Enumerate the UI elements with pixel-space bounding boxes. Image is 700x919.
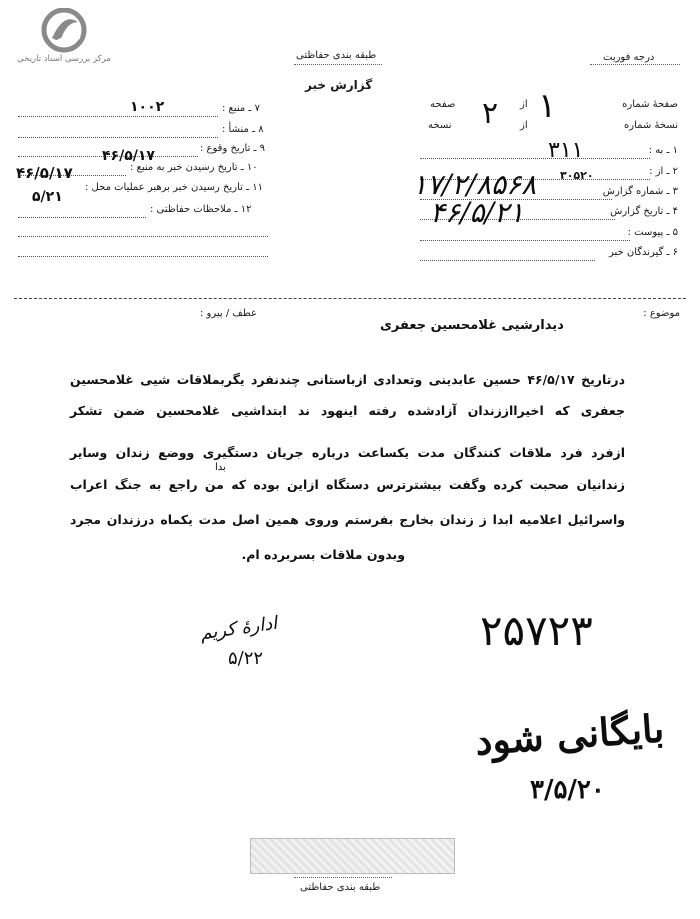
footer-line	[294, 877, 392, 878]
received-hq-date-value: ۴۶/۵/۱۷	[16, 164, 73, 182]
blank-line-2	[18, 256, 268, 257]
remarks-line	[18, 217, 146, 218]
received-hq-sub-value: ۵/۲۱	[32, 189, 63, 205]
page-tail-label: صفحه	[430, 99, 456, 110]
body-line-2: جعفری که اخیرااززندان آزادشده رفته اینهود ند ابتداشیی غلامحسین ضمن تشکر	[70, 403, 625, 418]
ref-label: عطف / پیرو :	[200, 308, 257, 319]
serial-number-hand: ۲۵۷۲۳	[480, 606, 593, 655]
archive-logo	[8, 8, 118, 70]
body-line-3: ازفرد فرد ملاقات کنندگان مدت یکساعت درباره جریان دستگیری ووضع زندان وسایر	[70, 445, 625, 460]
hand-page-number: ۱	[538, 86, 557, 126]
classification-top-line	[294, 64, 382, 65]
source-line	[18, 116, 218, 117]
report-date-label: ۴ ـ تاریخ گزارش	[610, 206, 678, 217]
subject-label: موضوع :	[643, 308, 680, 319]
blank-line-1	[18, 236, 268, 237]
page-number-label: صفحهٔ شماره	[622, 99, 678, 110]
origin-label: ۸ ـ منشأ :	[222, 124, 264, 135]
hand-report-date: ۴۶/۵/۲۱	[430, 196, 525, 229]
doc-type-title: گزارش خبر	[305, 78, 373, 92]
report-number-label: ۳ ـ شماره گزارش	[602, 186, 678, 197]
faint-stamp	[250, 838, 455, 874]
classification-top: طبقه بندی حفاظتی	[296, 50, 377, 61]
event-date-value: ۴۶/۵/۱۷	[102, 148, 155, 164]
recipients-label: ۶ ـ گیرندگان خبر	[608, 247, 678, 258]
archive-note: بایگانی شود	[473, 705, 666, 764]
body-insert: بدا	[215, 462, 226, 473]
recipients-line	[420, 260, 595, 261]
body-line-4: زندانیان صحبت کرده وگفت بیشترترس دستگاه ازاین بوده که من راجع به جنگ اعراب	[70, 477, 625, 492]
report-number-stamp: ۳۰۵۲۰	[560, 169, 594, 182]
urgency-line	[590, 64, 680, 65]
received-source-label: ۱۰ ـ تاریخ رسیدن خبر به منبع :	[130, 162, 258, 173]
logo-text: مرکز بررسی اسناد تاریخی	[17, 54, 111, 64]
attachment-line	[420, 240, 630, 241]
hand-report-number: ۱۷/۲/۸۵۶۸	[412, 168, 537, 201]
source-label: ۷ ـ منبع :	[222, 103, 260, 114]
body-line-1: درتاریخ ۴۶/۵/۱۷ حسین عابدینی وتعدادی ازباستانی چندنفرد یگربملاقات شیی غلامحسین	[70, 372, 625, 387]
classification-bottom: طبقه بندی حفاظتی	[300, 882, 381, 893]
to-line	[420, 158, 650, 159]
section-divider	[14, 298, 686, 299]
remarks-label: ۱۲ ـ ملاحظات حفاظتی :	[150, 204, 252, 215]
copy-tail-label: نسخه	[428, 120, 452, 131]
to-label: ۱ ـ به :	[648, 145, 678, 156]
origin-line	[18, 137, 218, 138]
copy-of-label: از	[520, 120, 528, 131]
hand-copy-number: ۲	[482, 96, 499, 131]
hand-to-value: ۳۱۱	[548, 138, 584, 163]
signature-date: ۵/۲۲	[228, 648, 264, 669]
copy-number-label: نسخهٔ شماره	[624, 120, 678, 131]
subject-text: دیدارشیی غلامحسین جعفری	[380, 318, 564, 333]
source-code-value: ۱۰۰۲	[130, 99, 165, 115]
body-line-5: واسرائیل اعلامیه ابدا ز زندان بخارج بفرستم وروی همین اصل مدت یکماه درزندان مجرد	[70, 512, 625, 527]
attachment-label: ۵ ـ پیوست :	[627, 227, 678, 238]
urgency-label: درجه فوریت	[603, 52, 655, 63]
body-line-6: وبدون ملاقات بسربرده ام.	[241, 547, 405, 562]
archive-date: ۳/۵/۲۰	[530, 775, 605, 805]
page-of-label: از	[520, 99, 528, 110]
received-hq-label: ۱۱ ـ تاریخ رسیدن خبر برهبر عملیات محل :	[85, 182, 263, 193]
archive-center-logo-icon	[34, 8, 94, 54]
signature-text: ادارهٔ کریم	[198, 612, 279, 645]
event-date-label: ۹ ـ تاریخ وقوع :	[200, 143, 266, 154]
from-label: ۲ ـ از :	[649, 166, 678, 177]
